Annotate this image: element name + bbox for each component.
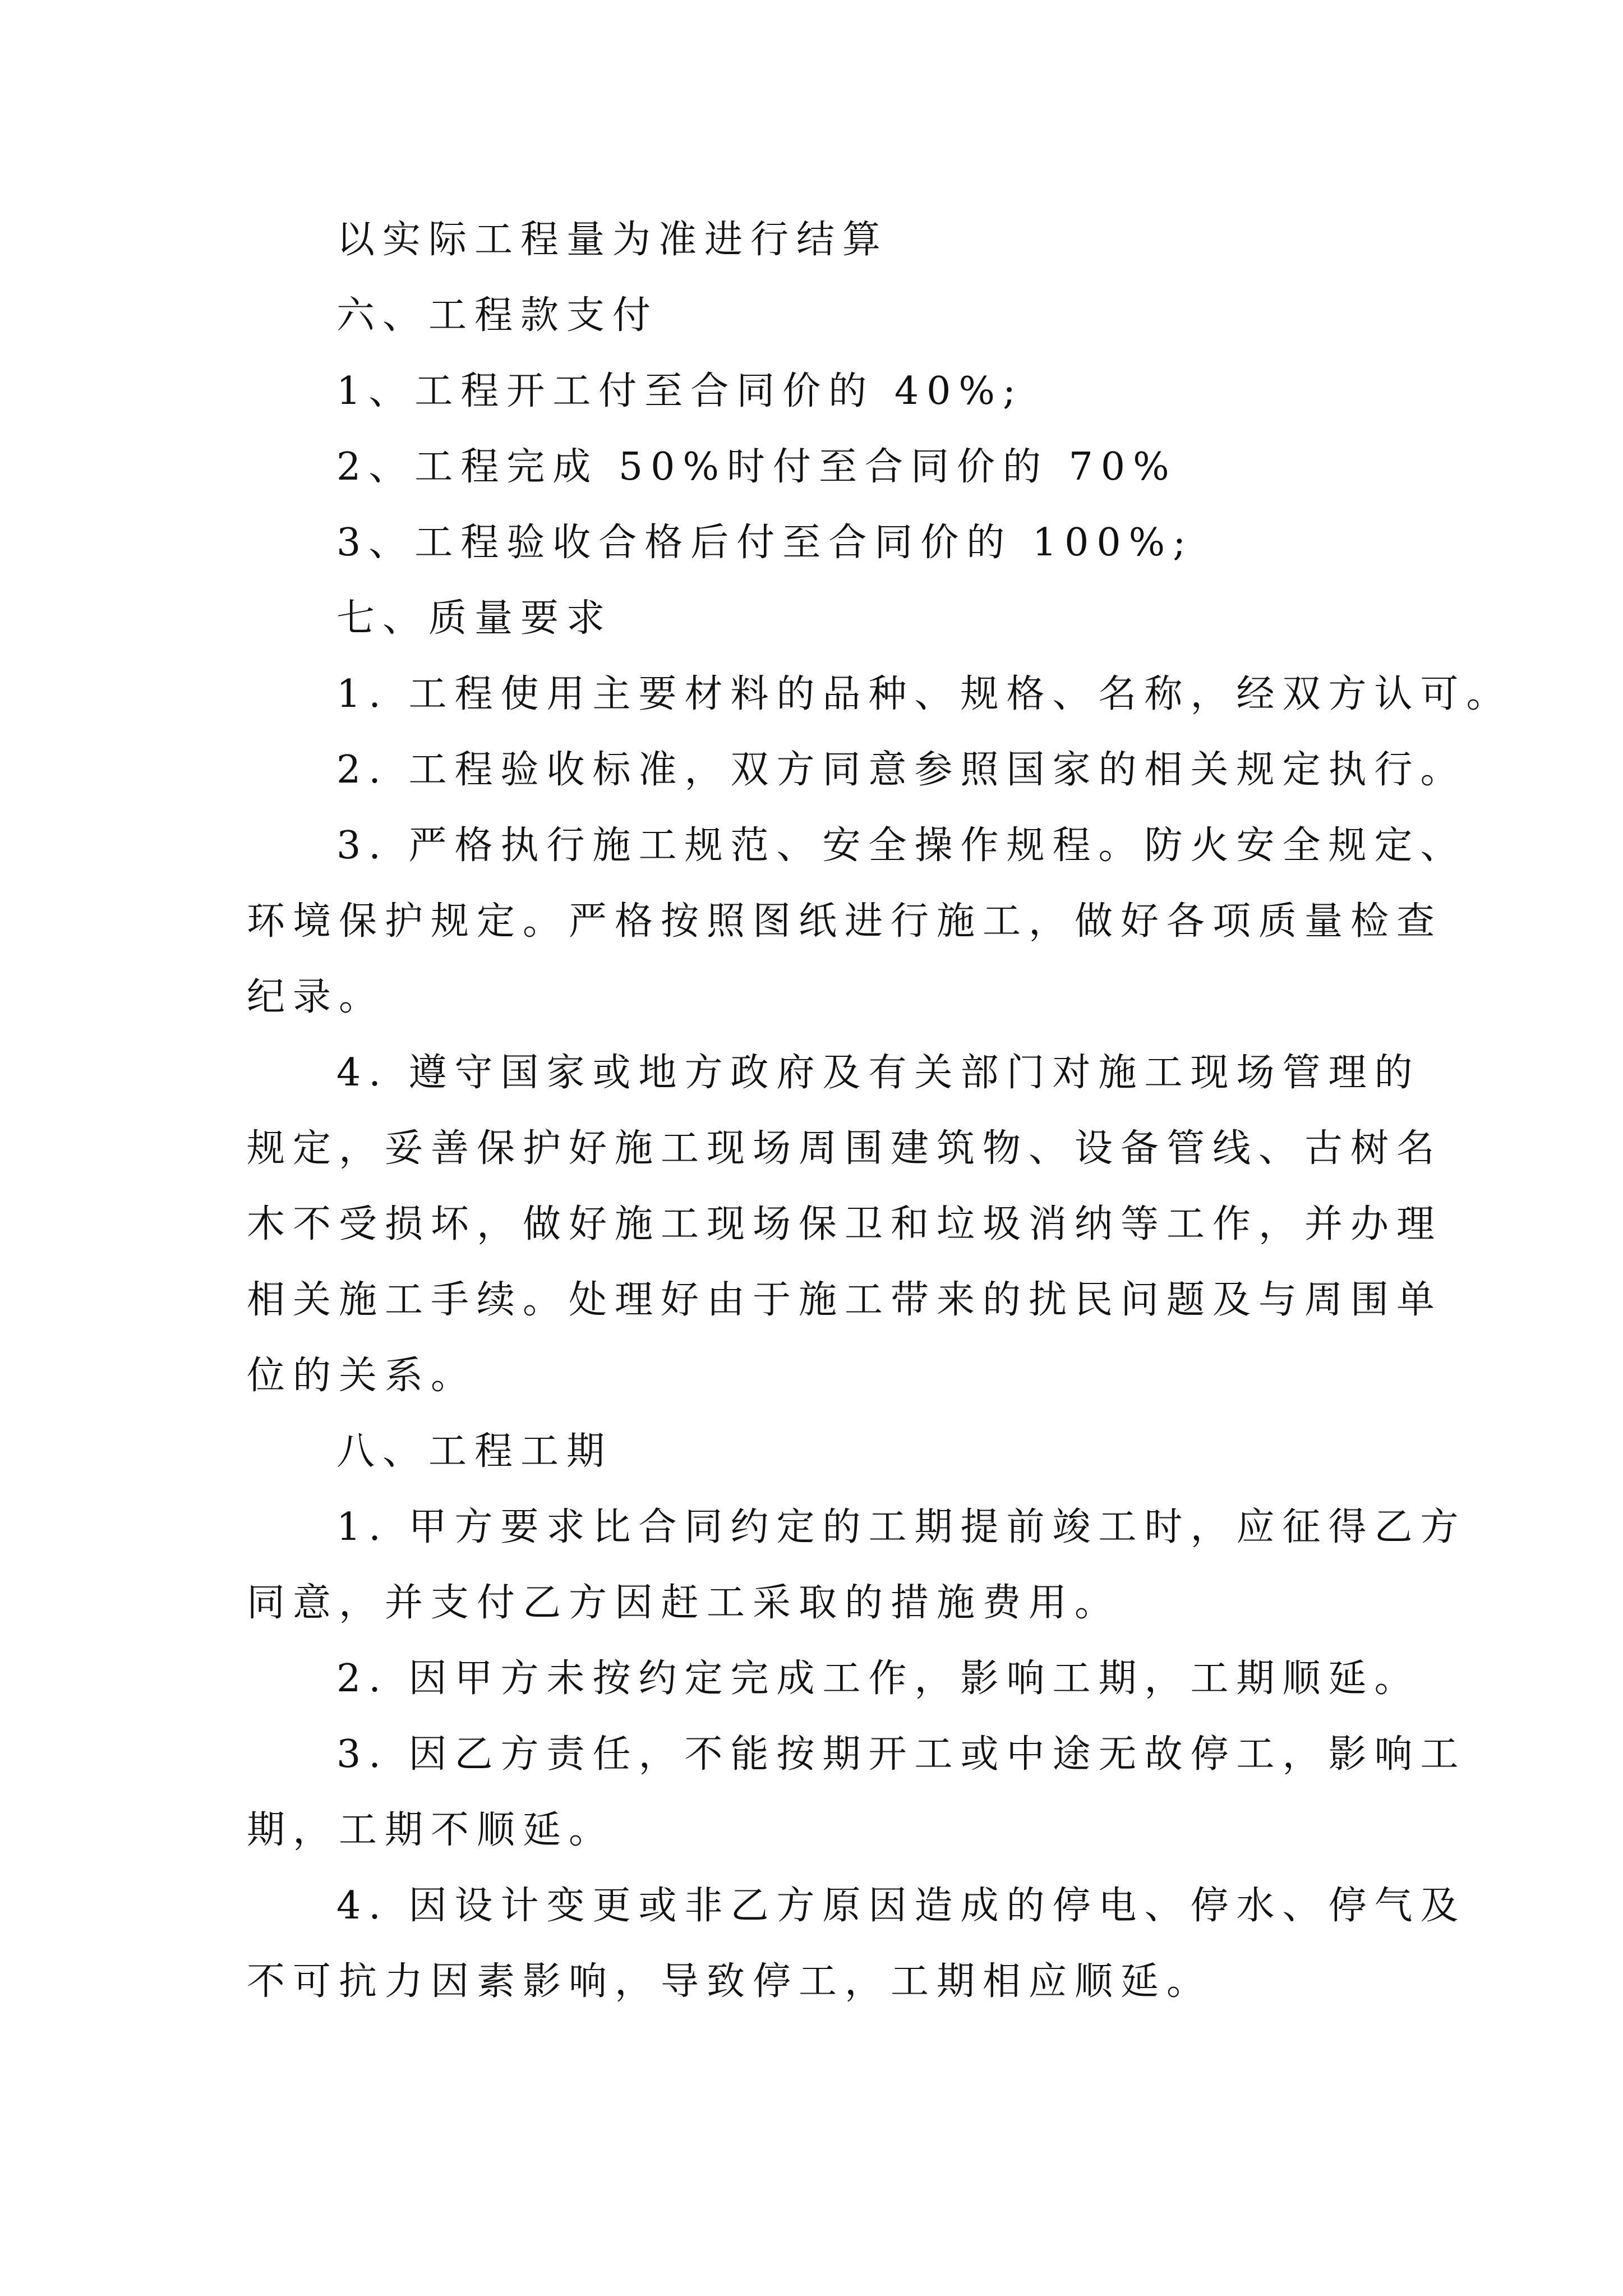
section-heading-schedule: 八、工程工期 — [336, 1429, 613, 1474]
quality-item-4-line-4: 相关施工手续。处理好由于施工带来的扰民问题及与周围单 — [247, 1278, 1443, 1322]
quality-item-3-line-1: 3. 严格执行施工规范、安全操作规程。防火安全规定、 — [336, 823, 1467, 868]
section-heading-payment: 六、工程款支付 — [336, 293, 659, 338]
quality-item-4-line-2: 规定，妥善保护好施工现场周围建筑物、设备管线、古树名 — [247, 1126, 1443, 1171]
quality-item-3-line-2: 环境保护规定。严格按照图纸进行施工，做好各项质量检查 — [247, 899, 1443, 944]
quality-item-2: 2. 工程验收标准，双方同意参照国家的相关规定执行。 — [336, 748, 1467, 792]
schedule-item-3-line-2: 期，工期不顺延。 — [247, 1808, 615, 1852]
schedule-item-1-line-1: 1. 甲方要求比合同约定的工期提前竣工时，应征得乙方 — [336, 1505, 1467, 1549]
settlement-line: 以实际工程量为准进行结算 — [336, 218, 889, 262]
quality-item-4-line-3: 木不受损坏，做好施工现场保卫和垃圾消纳等工作，并办理 — [247, 1202, 1443, 1246]
schedule-item-4-line-2: 不可抗力因素影响，导致停工，工期相应顺延。 — [247, 1959, 1213, 2004]
payment-item-2: 2、工程完成 50%时付至合同价的 70% — [336, 445, 1177, 489]
schedule-item-4-line-1: 4. 因设计变更或非乙方原因造成的停电、停水、停气及 — [336, 1884, 1467, 1928]
quality-item-4-line-5: 位的关系。 — [247, 1354, 477, 1398]
section-heading-quality: 七、质量要求 — [336, 596, 613, 641]
schedule-item-3-line-1: 3. 因乙方责任，不能按期开工或中途无故停工，影响工 — [336, 1732, 1467, 1777]
payment-item-1: 1、工程开工付至合同价的 40%; — [336, 369, 1023, 413]
payment-item-3: 3、工程验收合格后付至合同价的 100%; — [336, 521, 1194, 565]
quality-item-4-line-1: 4. 遵守国家或地方政府及有关部门对施工现场管理的 — [336, 1051, 1421, 1095]
quality-item-3-line-3: 纪录。 — [247, 975, 385, 1019]
quality-item-1: 1. 工程使用主要材料的品种、规格、名称，经双方认可。 — [336, 672, 1513, 716]
schedule-item-2: 2. 因甲方未按约定完成工作，影响工期，工期顺延。 — [336, 1657, 1421, 1701]
schedule-item-1-line-2: 同意，并支付乙方因赶工采取的措施费用。 — [247, 1581, 1121, 1625]
